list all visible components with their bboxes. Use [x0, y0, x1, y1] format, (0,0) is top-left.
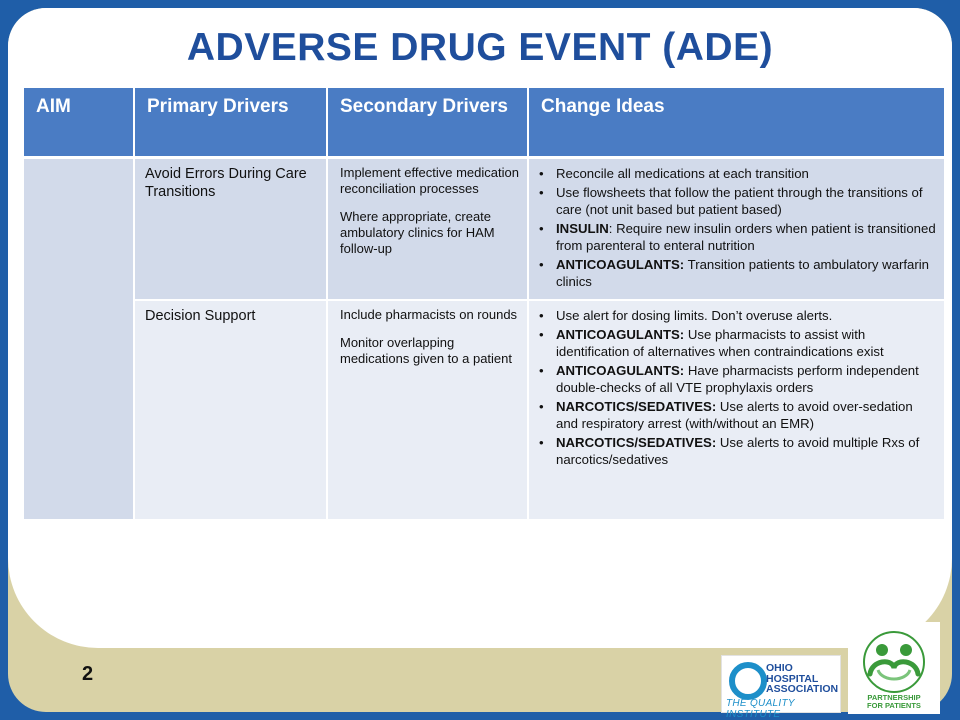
header-secondary-drivers: Secondary Drivers	[327, 88, 528, 158]
ohio-hospital-association-logo	[721, 655, 841, 720]
page-number: 2	[82, 663, 94, 685]
change-idea-item: • Use alert for dosing limits. Don’t overuse alerts.	[539, 307, 938, 324]
aim-cell	[24, 158, 134, 520]
change-idea-item: • NARCOTICS/SEDATIVES: Use alerts to avoid multiple Rxs of narcotics/sedatives	[539, 434, 938, 468]
secondary-driver-item: Monitor overlapping medications given to a patient	[340, 334, 512, 366]
table-row	[24, 158, 944, 300]
secondary-driver-cell	[327, 158, 528, 300]
change-idea-item: • Reconcile all medications at each transition	[539, 165, 938, 182]
oha-wordmark: OHIO HOSPITAL ASSOCIATION	[766, 662, 839, 695]
change-idea-item: • Use flowsheets that follow the patient through the transitions of care (not unit based but patient based)	[539, 184, 938, 218]
secondary-driver-item: Where appropriate, create ambulatory clinics for HAM follow-up	[340, 209, 495, 256]
change-idea-item: • ANTICOAGULANTS: Transition patients to ambulatory warfarin clinics	[539, 256, 938, 290]
header-change-ideas: Change Ideas	[528, 88, 944, 158]
driver-diagram-table	[24, 88, 944, 521]
svg-text:FOR PATIENTS: FOR PATIENTS	[867, 701, 921, 710]
secondary-driver-item: Implement effective medication reconciliation processes	[340, 165, 519, 196]
header-aim: AIM	[24, 88, 134, 158]
table-header-row	[24, 88, 944, 158]
change-idea-item: • NARCOTICS/SEDATIVES: Use alerts to avoid over-sedation and respiratory arrest (with/without an EMR)	[539, 398, 938, 432]
change-ideas-cell	[528, 158, 944, 300]
change-ideas-cell	[528, 300, 944, 520]
secondary-driver-item: Include pharmacists on rounds	[340, 306, 518, 322]
oha-ring-icon	[729, 662, 767, 700]
change-idea-item: • ANTICOAGULANTS: Use pharmacists to assist with identification of alternatives when contraindications exist	[539, 326, 938, 360]
table-row	[24, 300, 944, 520]
oha-subtitle: THE QUALITY INSTITUTE	[726, 698, 795, 720]
slide-title: ADVERSE DRUG EVENT (ADE)	[186, 26, 774, 69]
primary-driver-cell: Decision Support	[134, 300, 327, 520]
svg-text:PARTNERSHIP: PARTNERSHIP	[867, 693, 921, 702]
partnership-for-patients-logo	[848, 622, 940, 714]
pfp-emblem-icon	[848, 622, 940, 714]
secondary-driver-cell	[327, 300, 528, 520]
primary-driver-cell: Avoid Errors During Care Transitions	[134, 158, 327, 300]
header-primary-drivers: Primary Drivers	[134, 88, 327, 158]
change-idea-item: • ANTICOAGULANTS: Have pharmacists perform independent double-checks of all VTE prophylaxis orders	[539, 362, 938, 396]
change-idea-item: • INSULIN: Require new insulin orders when patient is transitioned from parenteral to enteral nutrition	[539, 220, 938, 254]
